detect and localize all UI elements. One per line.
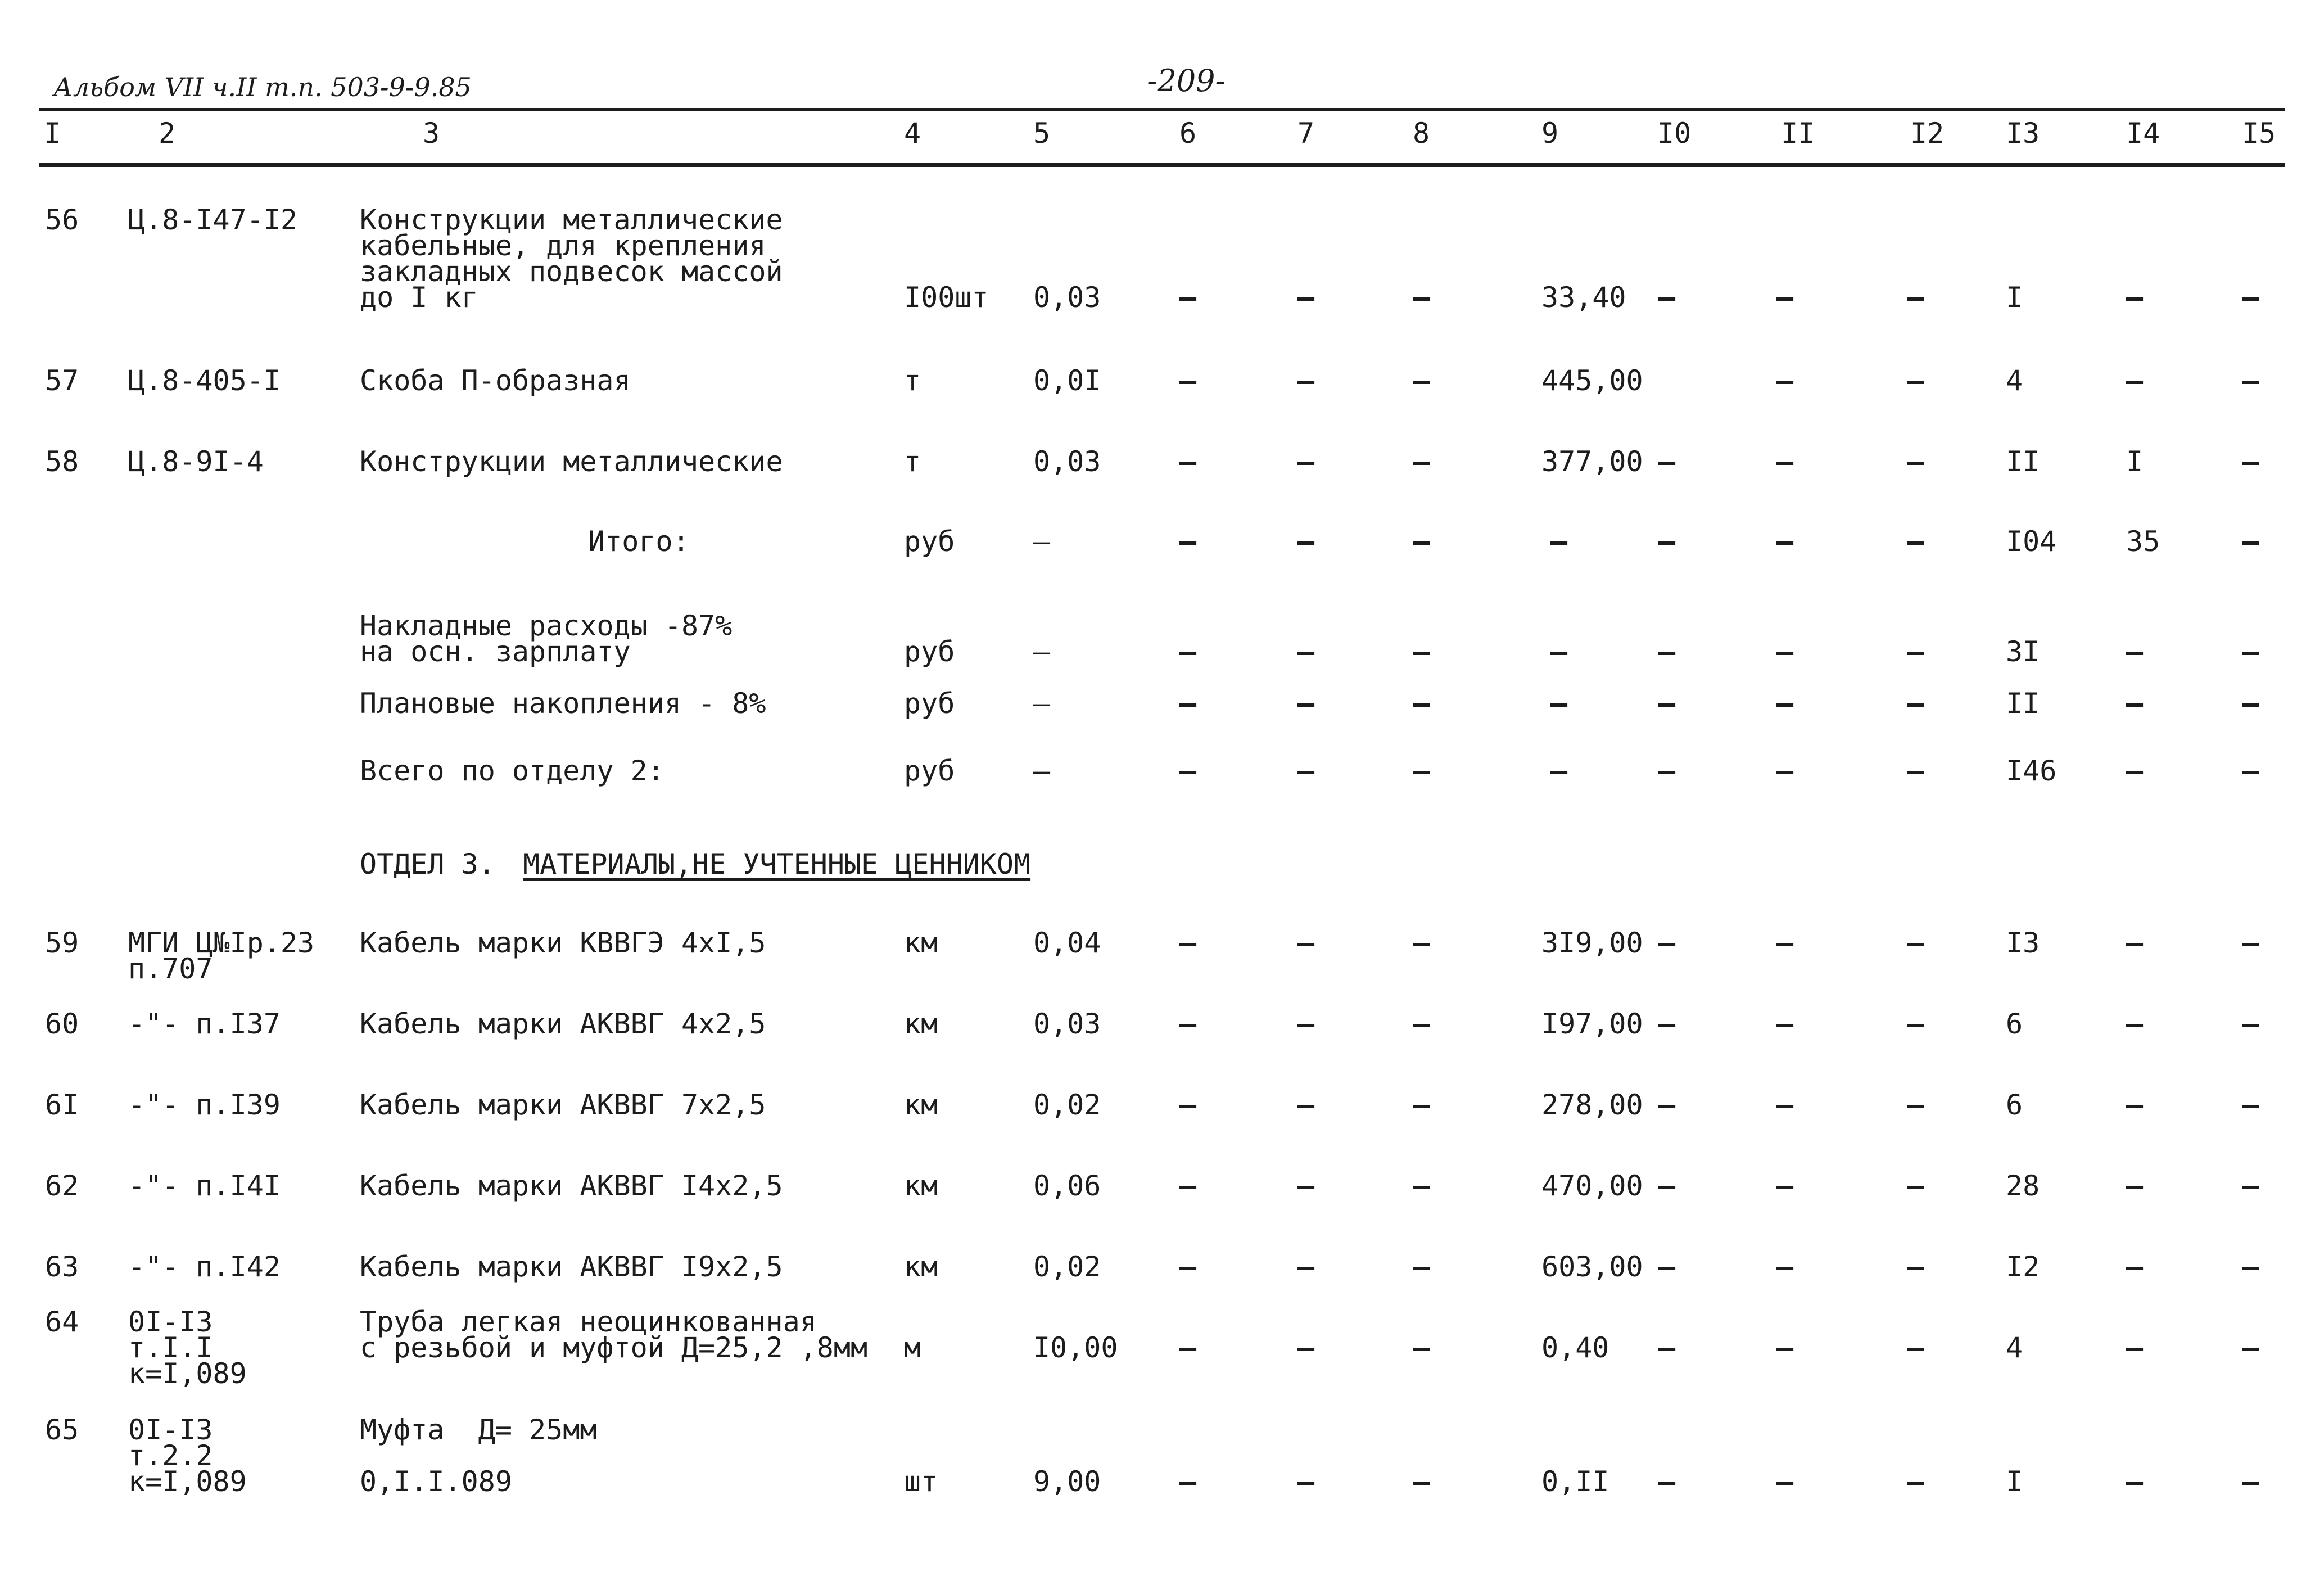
row-col-8: – [1413, 687, 1430, 720]
row-col-7: – [1297, 445, 1315, 478]
row-code: к=I,089 [128, 1465, 247, 1498]
row-description: Кабель марки АКВВГ I9х2,5 [360, 1250, 783, 1283]
column-header: I2 [1910, 117, 1945, 150]
column-header: 2 [159, 117, 176, 150]
row-col-14: – [2126, 1250, 2144, 1283]
row-col-10: – [1658, 1169, 1676, 1202]
row-col-6: – [1179, 927, 1197, 959]
row-col-12: – [1907, 635, 1924, 668]
row-unit: руб [904, 525, 955, 558]
row-col-13: I46 [2006, 755, 2057, 787]
row-col-6: – [1179, 687, 1197, 720]
row-col-15: – [2242, 1331, 2259, 1364]
row-col-7: – [1297, 1331, 1315, 1364]
row-col-12: – [1907, 1008, 1924, 1040]
row-col-11: – [1776, 445, 1794, 478]
row-col-13: I [2006, 281, 2023, 314]
row-description: кабельные, для крепления [360, 229, 766, 262]
row-description: закладных подвесок массой [360, 255, 783, 288]
row-col-7: – [1297, 635, 1315, 668]
row-col-13: I3 [2006, 927, 2040, 959]
row-col-14: – [2126, 687, 2144, 720]
column-header: 5 [1033, 117, 1051, 150]
row-col-13: 4 [2006, 1331, 2023, 1364]
row-col-15: – [2242, 755, 2259, 787]
row-description: Кабель марки АКВВГ 7х2,5 [360, 1089, 766, 1121]
row-col-12: – [1907, 1331, 1924, 1364]
column-header: 8 [1413, 117, 1430, 150]
row-col-12: – [1907, 1089, 1924, 1121]
row-col-8: – [1413, 364, 1430, 397]
row-col-7: – [1297, 281, 1315, 314]
row-col-8: – [1413, 281, 1430, 314]
row-col-11: – [1776, 1008, 1794, 1040]
row-number: 60 [45, 1008, 79, 1040]
row-col-7: – [1297, 364, 1315, 397]
row-col-8: – [1413, 755, 1430, 787]
row-col-15: – [2242, 927, 2259, 959]
row-code: 0I-I3 [128, 1414, 213, 1446]
section-3-title: МАТЕРИАЛЫ,НЕ УЧТЕННЫЕ ЦЕННИКОМ [523, 848, 1031, 880]
row-description: с резьбой и муфтой Д=25,2 ,8мм [360, 1331, 868, 1364]
row-col-12: – [1907, 755, 1924, 787]
row-col-8: – [1413, 525, 1430, 558]
row-col-12: – [1907, 927, 1924, 959]
row-col-12: – [1907, 1169, 1924, 1202]
row-col-14: – [2126, 755, 2144, 787]
row-quantity: – [1033, 687, 1051, 720]
row-col-14: – [2126, 1331, 2144, 1364]
header-bottom-rule [39, 163, 2285, 167]
row-col-6: – [1179, 281, 1197, 314]
column-header: 7 [1297, 117, 1315, 150]
row-quantity: 0,06 [1033, 1169, 1101, 1202]
row-col-7: – [1297, 755, 1315, 787]
row-col-14: – [2126, 1169, 2144, 1202]
row-col-12: – [1907, 1250, 1924, 1283]
row-col-11: – [1776, 525, 1794, 558]
row-col-15: – [2242, 687, 2259, 720]
row-col-15: – [2242, 1465, 2259, 1498]
row-code: п.707 [128, 952, 213, 985]
row-code: Ц.8-405-I [128, 364, 281, 397]
row-col-7: – [1297, 1465, 1315, 1498]
row-col-7: – [1297, 927, 1315, 959]
row-col-11: – [1776, 1169, 1794, 1202]
row-col-14: – [2126, 1465, 2144, 1498]
row-col-15: – [2242, 635, 2259, 668]
row-col-9: 377,00 [1541, 445, 1643, 478]
row-col-14: 35 [2126, 525, 2160, 558]
row-col-6: – [1179, 1331, 1197, 1364]
row-col-9: – [1550, 755, 1568, 787]
row-col-6: – [1179, 364, 1197, 397]
row-unit: руб [904, 687, 955, 720]
row-code: МГИ Ц№Iр.23 [128, 927, 315, 959]
row-col-15: – [2242, 1008, 2259, 1040]
row-col-8: – [1413, 1465, 1430, 1498]
row-col-15: – [2242, 1169, 2259, 1202]
row-col-11: – [1776, 755, 1794, 787]
row-number: 63 [45, 1250, 79, 1283]
row-quantity: I0,00 [1033, 1331, 1118, 1364]
row-quantity: 0,03 [1033, 445, 1101, 478]
row-col-10: – [1658, 445, 1676, 478]
row-col-9: – [1550, 687, 1568, 720]
row-number: 64 [45, 1306, 79, 1338]
header-top-rule [39, 108, 2285, 111]
row-col-13: 28 [2006, 1169, 2040, 1202]
row-col-7: – [1297, 687, 1315, 720]
row-col-10: – [1658, 1331, 1676, 1364]
row-col-6: – [1179, 525, 1197, 558]
column-header: 4 [904, 117, 921, 150]
row-unit: руб [904, 755, 955, 787]
row-col-8: – [1413, 1169, 1430, 1202]
row-col-13: 3I [2006, 635, 2040, 668]
row-col-14: – [2126, 927, 2144, 959]
row-col-12: – [1907, 525, 1924, 558]
row-col-11: – [1776, 687, 1794, 720]
row-col-13: II [2006, 687, 2040, 720]
row-col-13: I2 [2006, 1250, 2040, 1283]
row-col-15: – [2242, 281, 2259, 314]
row-col-9: 445,00 [1541, 364, 1643, 397]
column-header: I5 [2242, 117, 2276, 150]
row-col-7: – [1297, 1089, 1315, 1121]
column-header: I4 [2126, 117, 2160, 150]
row-description: Кабель марки АКВВГ 4х2,5 [360, 1008, 766, 1040]
row-col-10: – [1658, 1089, 1676, 1121]
row-col-11: – [1776, 1089, 1794, 1121]
section-3-prefix: ОТДЕЛ 3. [360, 848, 495, 880]
row-unit: км [904, 927, 938, 959]
row-col-11: – [1776, 281, 1794, 314]
row-col-8: – [1413, 445, 1430, 478]
row-description: Конструкции металлические [360, 204, 783, 236]
row-col-15: – [2242, 445, 2259, 478]
row-quantity: 0,0I [1033, 364, 1101, 397]
column-header: I3 [2006, 117, 2040, 150]
row-col-9: – [1550, 525, 1568, 558]
row-col-12: – [1907, 1465, 1924, 1498]
row-col-9: – [1550, 635, 1568, 668]
row-col-13: 6 [2006, 1089, 2023, 1121]
row-col-11: – [1776, 1465, 1794, 1498]
row-col-9: 33,40 [1541, 281, 1626, 314]
row-col-11: – [1776, 1250, 1794, 1283]
row-col-11: – [1776, 1331, 1794, 1364]
row-quantity: 0,04 [1033, 927, 1101, 959]
row-code: -"- п.I42 [128, 1250, 281, 1283]
row-col-14: – [2126, 1089, 2144, 1121]
row-code: -"- п.I39 [128, 1089, 281, 1121]
row-col-13: I [2006, 1465, 2023, 1498]
row-col-10: – [1658, 755, 1676, 787]
row-code: -"- п.I37 [128, 1008, 281, 1040]
row-col-10: – [1658, 1008, 1676, 1040]
row-col-14: – [2126, 364, 2144, 397]
row-number: 56 [45, 204, 79, 236]
row-col-15: – [2242, 1089, 2259, 1121]
row-col-10: – [1658, 525, 1676, 558]
row-col-14: – [2126, 1008, 2144, 1040]
row-col-6: – [1179, 1089, 1197, 1121]
row-col-8: – [1413, 635, 1430, 668]
row-description: Накладные расходы -87% [360, 609, 733, 642]
row-col-14: I [2126, 445, 2144, 478]
row-description: до I кг [360, 281, 478, 314]
row-code: т.I.I [128, 1331, 213, 1364]
row-description: Всего по отделу 2: [360, 755, 664, 787]
row-code: 0I-I3 [128, 1306, 213, 1338]
row-description: 0,I.I.089 [360, 1465, 512, 1498]
column-header: 6 [1179, 117, 1197, 150]
row-col-7: – [1297, 525, 1315, 558]
row-col-13: 4 [2006, 364, 2023, 397]
row-col-8: – [1413, 1089, 1430, 1121]
row-col-6: – [1179, 1250, 1197, 1283]
row-unit: т [904, 364, 921, 397]
row-col-13: I04 [2006, 525, 2057, 558]
row-col-9: 0,40 [1541, 1331, 1609, 1364]
row-number: 59 [45, 927, 79, 959]
row-unit: км [904, 1169, 938, 1202]
row-quantity: – [1033, 525, 1051, 558]
row-col-14: – [2126, 635, 2144, 668]
row-col-11: – [1776, 927, 1794, 959]
row-col-6: – [1179, 635, 1197, 668]
row-description: Кабель марки АКВВГ I4х2,5 [360, 1169, 783, 1202]
page-number: -209- [1147, 63, 1226, 98]
row-col-11: – [1776, 364, 1794, 397]
row-col-6: – [1179, 1465, 1197, 1498]
row-col-7: – [1297, 1169, 1315, 1202]
row-col-9: 0,II [1541, 1465, 1609, 1498]
row-col-12: – [1907, 445, 1924, 478]
row-col-14: – [2126, 281, 2144, 314]
row-col-6: – [1179, 445, 1197, 478]
row-description: Скоба П-образная [360, 364, 631, 397]
row-unit: т [904, 445, 921, 478]
row-number: 62 [45, 1169, 79, 1202]
row-col-9: 470,00 [1541, 1169, 1643, 1202]
row-col-15: – [2242, 364, 2259, 397]
row-col-10: – [1658, 1250, 1676, 1283]
column-header: 9 [1541, 117, 1559, 150]
row-unit: км [904, 1250, 938, 1283]
row-code: т.2.2 [128, 1439, 213, 1472]
row-col-13: II [2006, 445, 2040, 478]
row-unit: м [904, 1331, 921, 1364]
album-reference: Альбом VII ч.II т.п. 503-9-9.85 [53, 72, 472, 102]
row-col-6: – [1179, 1008, 1197, 1040]
row-number: 58 [45, 445, 79, 478]
row-number: 57 [45, 364, 79, 397]
row-quantity: 0,03 [1033, 1008, 1101, 1040]
row-unit: км [904, 1089, 938, 1121]
row-quantity: – [1033, 635, 1051, 668]
row-code: -"- п.I4I [128, 1169, 281, 1202]
row-col-15: – [2242, 1250, 2259, 1283]
row-col-10: – [1658, 687, 1676, 720]
row-col-12: – [1907, 687, 1924, 720]
row-quantity: 0,02 [1033, 1089, 1101, 1121]
row-col-12: – [1907, 281, 1924, 314]
column-header: I [44, 117, 61, 150]
row-code: Ц.8-I47-I2 [128, 204, 298, 236]
row-description: Конструкции металлические [360, 445, 783, 478]
row-col-9: I97,00 [1541, 1008, 1643, 1040]
row-col-9: 3I9,00 [1541, 927, 1643, 959]
row-col-12: – [1907, 364, 1924, 397]
row-col-8: – [1413, 1331, 1430, 1364]
row-description: Муфта Д= 25мм [360, 1414, 597, 1446]
row-col-10: – [1658, 927, 1676, 959]
row-col-8: – [1413, 927, 1430, 959]
column-header: II [1781, 117, 1815, 150]
row-col-11: – [1776, 635, 1794, 668]
row-col-10: – [1658, 1465, 1676, 1498]
row-number: 6I [45, 1089, 79, 1121]
row-quantity: – [1033, 755, 1051, 787]
row-unit: I00шт [904, 281, 989, 314]
row-unit: км [904, 1008, 938, 1040]
row-description: Итого: [588, 525, 690, 558]
column-header: 3 [423, 117, 440, 150]
row-quantity: 0,02 [1033, 1250, 1101, 1283]
row-description: Труба легкая неоцинкованная [360, 1306, 817, 1338]
row-quantity: 9,00 [1033, 1465, 1101, 1498]
row-code: Ц.8-9I-4 [128, 445, 264, 478]
column-header: I0 [1657, 117, 1692, 150]
row-col-10: – [1658, 281, 1676, 314]
row-col-9: 603,00 [1541, 1250, 1643, 1283]
row-description: на осн. зарплату [360, 635, 631, 668]
row-unit: руб [904, 635, 955, 668]
row-col-7: – [1297, 1008, 1315, 1040]
row-col-9: 278,00 [1541, 1089, 1643, 1121]
row-col-13: 6 [2006, 1008, 2023, 1040]
row-number: 65 [45, 1414, 79, 1446]
row-description: Плановые накопления - 8% [360, 687, 766, 720]
row-code: к=I,089 [128, 1357, 247, 1390]
row-col-7: – [1297, 1250, 1315, 1283]
row-col-6: – [1179, 755, 1197, 787]
row-quantity: 0,03 [1033, 281, 1101, 314]
row-col-15: – [2242, 525, 2259, 558]
row-col-10: – [1658, 635, 1676, 668]
row-col-6: – [1179, 1169, 1197, 1202]
row-unit: шт [904, 1465, 938, 1498]
row-col-8: – [1413, 1008, 1430, 1040]
row-col-8: – [1413, 1250, 1430, 1283]
row-description: Кабель марки КВВГЭ 4хI,5 [360, 927, 766, 959]
